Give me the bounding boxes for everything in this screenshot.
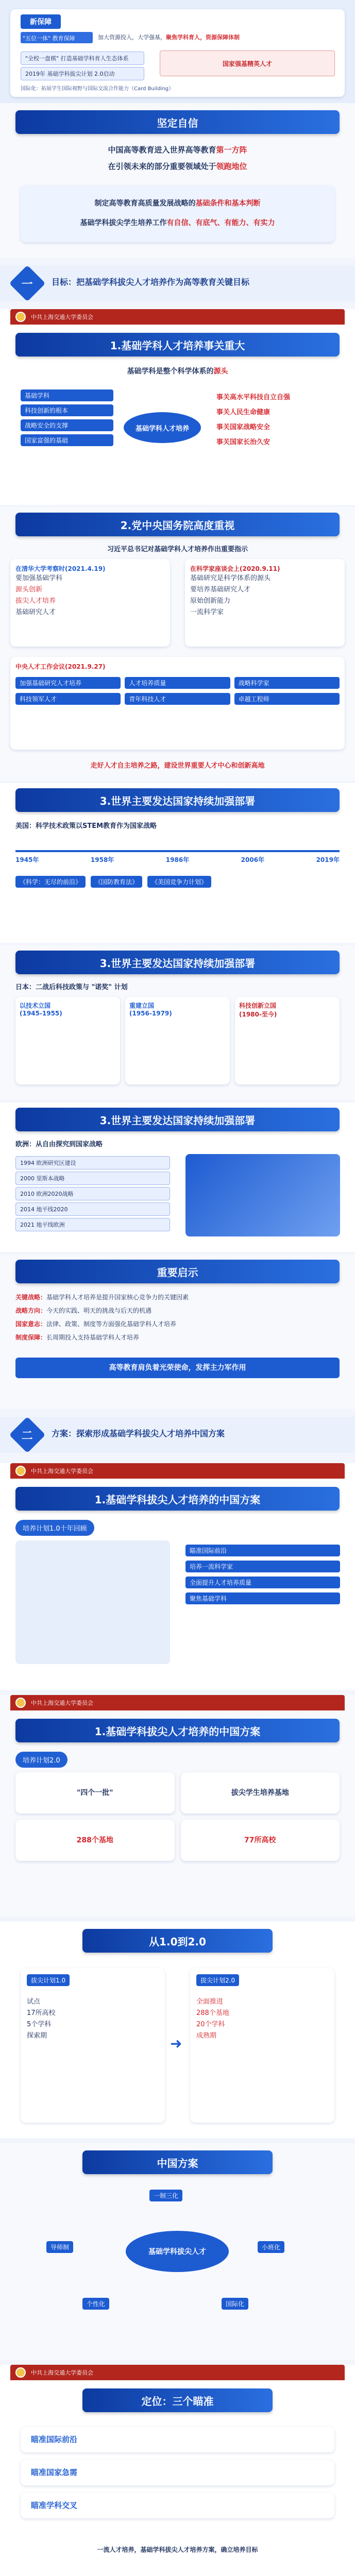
- attention-right-head: 在科学家座谈会上(2020.9.11): [190, 565, 280, 572]
- doc-header-text: 中共上海交通大学委员会: [31, 1468, 93, 1475]
- guarantee-header: 新保障: [21, 14, 61, 29]
- us-timeline-year: 2019年: [316, 856, 340, 863]
- confidence-line1-red: 第一方阵: [216, 145, 247, 155]
- insight-line: [15, 1304, 340, 1317]
- attention-right-line: 基础研究是科学体系的源头: [190, 574, 271, 582]
- plan1-right-item: 瞄准国际前沿: [185, 1545, 340, 1556]
- 1to2-title: 从1.0到2.0: [82, 1929, 273, 1953]
- guarantee-lines: [21, 49, 144, 82]
- aim-item: 瞄准学科交叉: [21, 2493, 334, 2518]
- insight-text: 基础学科人才培养是提升国家核心竞争力的关键因素: [46, 1294, 189, 1301]
- plan1-title: 1.基础学科拔尖人才培养的中国方案: [15, 1487, 340, 1511]
- china-plan-node: 国际化: [222, 2298, 248, 2310]
- confidence-line1-text: 中国高等教育进入世界高等教育: [108, 145, 216, 155]
- insight-line: [15, 1331, 340, 1344]
- importance-left-list: [21, 386, 113, 449]
- attention-left-line: 基础研究人才: [15, 608, 56, 616]
- insight-text: 今天的实践、明天的挑战与后天的机遇: [46, 1307, 152, 1314]
- guarantee-line: "全校一盘棋" 打造基础学科育人生态体系: [21, 52, 144, 65]
- japan-col: 科技创新立国 (1980-至今): [235, 997, 340, 1084]
- us-timeline-year: 1945年: [15, 856, 39, 863]
- europe-list: [15, 1154, 170, 1233]
- japan-sub: 日本：二战后科技政策与 "诺奖" 计划: [15, 984, 128, 991]
- us-timeline-year: 2006年: [241, 856, 265, 863]
- attention-left-line: 源头创新: [15, 586, 43, 594]
- confidence-p1-red: 基础条件和基本判断: [195, 199, 261, 208]
- insight-text: 长周期投入支持基础学科人才培养: [46, 1334, 140, 1341]
- europe-item: 2021 地平线欧洲: [15, 1218, 170, 1231]
- doc-header-text: 中共上海交通大学委员会: [31, 314, 93, 320]
- section-us: [0, 783, 355, 943]
- attention-left-line: 要加强基础学科: [15, 574, 63, 582]
- attention-quote: 习近平总书记对基础学科人才培养作出重要指示: [107, 546, 248, 553]
- china-plan-node: 一制三化: [149, 2190, 182, 2201]
- divider-goal-number: [9, 265, 46, 302]
- emblem-icon: [15, 1698, 26, 1708]
- 1to2-left-item: 17所高校: [27, 2009, 56, 2017]
- importance-right-item: 事关人民生命健康: [216, 409, 271, 416]
- plan2-item: "四个一批": [15, 1772, 175, 1814]
- guarantee-panel: [10, 9, 345, 97]
- europe-sub: 欧洲：从自由探究到国家战略: [15, 1141, 103, 1148]
- plan2-title: 1.基础学科拔尖人才培养的中国方案: [15, 1719, 340, 1742]
- divider-goal-text: 目标：把基础学科拔尖人才培养作为高等教育关键目标: [52, 277, 250, 287]
- confidence-line2-text: 在引领未来的部分重要领域处于: [108, 162, 216, 171]
- emblem-icon: [15, 312, 26, 322]
- section-china-plan: [0, 2143, 355, 2360]
- plan2-item: 288个基地: [15, 1820, 175, 1861]
- us-note: 《国防教育法》: [91, 876, 142, 888]
- confidence-p2-text: 基础学科拔尖学生培养工作: [80, 219, 167, 227]
- china-plan-node: 导师制: [46, 2241, 73, 2253]
- europe-item: 2010 欧洲2020战略: [15, 1187, 170, 1200]
- confidence-title: 坚定自信: [15, 110, 340, 134]
- divider-goal-number-text: 一: [21, 278, 33, 291]
- us-note: 《美国竞争力计划》: [147, 876, 211, 888]
- attention-left-panel: [10, 559, 170, 647]
- europe-item: 1994 欧洲研究区建设: [15, 1156, 170, 1170]
- aims-list: [21, 2427, 334, 2526]
- attention-right-line: 原始创新能力: [190, 597, 231, 605]
- confidence-p2-red: 有自信、有底气、有能力、有实力: [166, 219, 275, 227]
- divider-plan-number-text: 二: [21, 1429, 33, 1443]
- section-importance: [0, 309, 355, 505]
- europe-image: [185, 1154, 340, 1236]
- section-japan: [0, 945, 355, 1100]
- plan1-right-item: 聚焦基础学科: [185, 1592, 340, 1604]
- attention-mid-item: 卓越工程师: [234, 693, 340, 705]
- confidence-p1-text: 制定高等教育高质量发展战略的: [94, 199, 196, 208]
- 1to2-right-item: 288个基地: [196, 2009, 229, 2017]
- doc-header: [10, 2365, 345, 2380]
- us-note: 《科学：无尽的前沿》: [15, 876, 86, 888]
- attention-left-line: 拔尖人才培养: [15, 597, 56, 605]
- guarantee-footer: 国际化：拓展学生国际视野与国际交流合作能力（Card Building）: [21, 86, 174, 92]
- europe-item: 2000 里斯本战略: [15, 1172, 170, 1185]
- japan-cols: [15, 997, 340, 1084]
- 1to2-left-item: 试点: [27, 1998, 41, 2006]
- aims-desc: 一流人才培养，基础学科拔尖人才培养方案，确立培养目标: [97, 2546, 258, 2553]
- doc-header-text: 中共上海交通大学委员会: [31, 2369, 93, 2376]
- us-timeline: [15, 855, 340, 864]
- doc-header: [10, 1463, 345, 1479]
- guarantee-right-red: 聚焦学科育人，资源保障体制: [166, 34, 240, 41]
- guarantee-note: 国家强基精英人才: [160, 50, 335, 76]
- confidence-p1: [21, 198, 334, 208]
- importance-title: 1.基础学科人才培养事关重大: [15, 333, 340, 357]
- attention-mid-grid: [15, 677, 340, 705]
- attention-mid-item: 人才培养质量: [125, 677, 230, 689]
- plan1-right-item: 全面提升人才培养质量: [185, 1577, 340, 1588]
- aims-title: 定位：三个瞄准: [82, 2388, 273, 2412]
- guarantee-right-plain: 加大资源投入，大学强基，: [98, 34, 166, 41]
- insight-head: 制度保障：: [15, 1334, 47, 1341]
- europe-title: 3.世界主要发达国家持续加强部署: [15, 1108, 340, 1131]
- confidence-box: [21, 185, 334, 242]
- emblem-icon: [15, 2367, 26, 2378]
- attention-right-panel: [185, 559, 345, 647]
- importance-subtitle-red: 源头: [213, 367, 228, 376]
- section-three-aims: [0, 2365, 355, 2576]
- attention-mid-head: 中央人才工作会议(2021.9.27): [15, 663, 106, 670]
- section-attention: [0, 507, 355, 781]
- us-timeline-year: 1958年: [90, 856, 114, 863]
- attention-title: 2.党中央国务院高度重视: [15, 513, 340, 536]
- section-plan-1: [0, 1463, 355, 1690]
- attention-left-head: 在清华大学考察时(2021.4.19): [15, 565, 106, 572]
- importance-left-item: 基础学科: [21, 389, 113, 401]
- divider-plan-text: 方案：探索形成基础学科拔尖人才培养中国方案: [52, 1429, 225, 1438]
- confidence-line2: [0, 161, 355, 172]
- japan-col: 重建立国 (1956-1979): [125, 997, 230, 1084]
- attention-mid-item: 战略科学家: [234, 677, 340, 689]
- importance-left-item: 战略安全的支撑: [21, 419, 113, 431]
- europe-item: 2014 地平线2020: [15, 1202, 170, 1216]
- 1to2-left-item: 5个学科: [27, 2021, 52, 2028]
- importance-right-item: 事关国家长治久安: [216, 438, 271, 446]
- attention-right-line: 要培养基础研究人才: [190, 586, 251, 594]
- importance-subtitle-text: 基础学科是整个科学体系的: [127, 367, 214, 376]
- 1to2-left-item: 探索期: [27, 2032, 47, 2040]
- arrow-right-icon: ➜: [170, 2035, 182, 2052]
- us-timeline-axis: [15, 850, 340, 852]
- doc-header: [10, 309, 345, 325]
- 1to2-right-panel: [190, 1968, 334, 2123]
- 1to2-left-head: 拔尖计划1.0: [27, 1974, 70, 1986]
- guarantee-left-tag: "五位一体" 教育保障: [21, 32, 93, 43]
- doc-header: [10, 1695, 345, 1710]
- section-confidence: [0, 103, 355, 258]
- insight-head: 战略方向：: [15, 1307, 47, 1314]
- insight-line: [15, 1317, 340, 1331]
- china-plan-title: 中国方案: [82, 2150, 273, 2174]
- 1to2-right-item: 成熟期: [196, 2032, 217, 2040]
- us-title: 3.世界主要发达国家持续加强部署: [15, 788, 340, 812]
- guarantee-right-text: [98, 33, 240, 41]
- importance-subtitle: [0, 366, 355, 376]
- insight-text: 法律、政策、制度等方面强化基础学科人才培养: [46, 1320, 177, 1328]
- us-timeline-year: 1986年: [165, 856, 190, 863]
- japan-col: 以技术立国 (1945-1955): [15, 997, 120, 1084]
- confidence-line1: [0, 144, 355, 155]
- china-plan-node: 个性化: [82, 2298, 109, 2310]
- importance-left-item: 国家富强的基础: [21, 434, 113, 446]
- attention-footer: 走好人才自主培养之路，建设世界重要人才中心和创新高地: [90, 762, 265, 770]
- emblem-icon: [15, 1466, 26, 1476]
- plan1-left: 培养计划1.0十年回顾: [15, 1520, 94, 1536]
- insight-line: [15, 1291, 340, 1304]
- section-new-guarantee: [0, 0, 355, 103]
- insights-lines: [15, 1291, 340, 1344]
- plan1-right: [185, 1540, 340, 1608]
- section-plan-2: [0, 1695, 355, 1917]
- importance-left-item: 科技创新的根本: [21, 404, 113, 416]
- divider-plan-number: [9, 1417, 46, 1453]
- divider-goal: [0, 265, 355, 301]
- insights-final: 高等教育肩负着光荣使命，发挥主力军作用: [15, 1358, 340, 1378]
- plan2-item: 拔尖学生培养基地: [181, 1772, 340, 1814]
- 1to2-right-head: 拔尖计划2.0: [196, 1974, 239, 1986]
- importance-right-item: 事关高水平科技自立自强: [216, 394, 291, 401]
- importance-right-list: [216, 386, 335, 451]
- plan2-item: 77所高校: [181, 1820, 340, 1861]
- doc-header-text: 中共上海交通大学委员会: [31, 1700, 93, 1706]
- aim-item: 瞄准国际前沿: [21, 2427, 334, 2452]
- china-plan-center: 基础学科拔尖人才: [126, 2231, 229, 2272]
- importance-center: 基础学科人才培养: [124, 412, 201, 443]
- plan1-right-item: 培养一流科学家: [185, 1561, 340, 1572]
- attention-mid-item: 青年科技人才: [125, 693, 230, 705]
- plan2-left: 培养计划2.0: [15, 1752, 67, 1768]
- importance-right-item: 事关国家战略安全: [216, 423, 271, 431]
- attention-mid-panel: [10, 657, 345, 750]
- divider-plan: [0, 1417, 355, 1453]
- plan1-image: [15, 1540, 170, 1664]
- attention-right-line: 一流科学家: [190, 608, 224, 616]
- aim-item: 瞄准国家急需: [21, 2460, 334, 2485]
- us-sub: 美国：科学技术政策以STEM教育作为国家战略: [15, 822, 157, 830]
- 1to2-right-item: 全面推进: [196, 1998, 224, 2006]
- section-1to2: [0, 1922, 355, 2138]
- insight-head: 关键战略：: [15, 1294, 47, 1301]
- guarantee-line: 2019年 基础学科拔尖计划 2.0启动: [21, 67, 144, 80]
- china-plan-node: 小班化: [258, 2241, 284, 2253]
- section-insights: [0, 1255, 355, 1409]
- attention-mid-item: 科技领军人才: [15, 693, 121, 705]
- japan-title: 3.世界主要发达国家持续加强部署: [15, 951, 340, 974]
- confidence-line2-red: 领跑地位: [216, 162, 247, 171]
- 1to2-right-item: 20个学科: [196, 2021, 225, 2028]
- confidence-p2: [21, 217, 334, 228]
- section-europe: [0, 1103, 355, 1252]
- 1to2-left-panel: [21, 1968, 165, 2123]
- plan2-grid: [15, 1772, 340, 1861]
- insights-title: 重要启示: [15, 1260, 340, 1283]
- us-notes: [15, 876, 340, 888]
- attention-mid-item: 加强基础研究人才培养: [15, 677, 121, 689]
- insight-head: 国家意志：: [15, 1320, 47, 1328]
